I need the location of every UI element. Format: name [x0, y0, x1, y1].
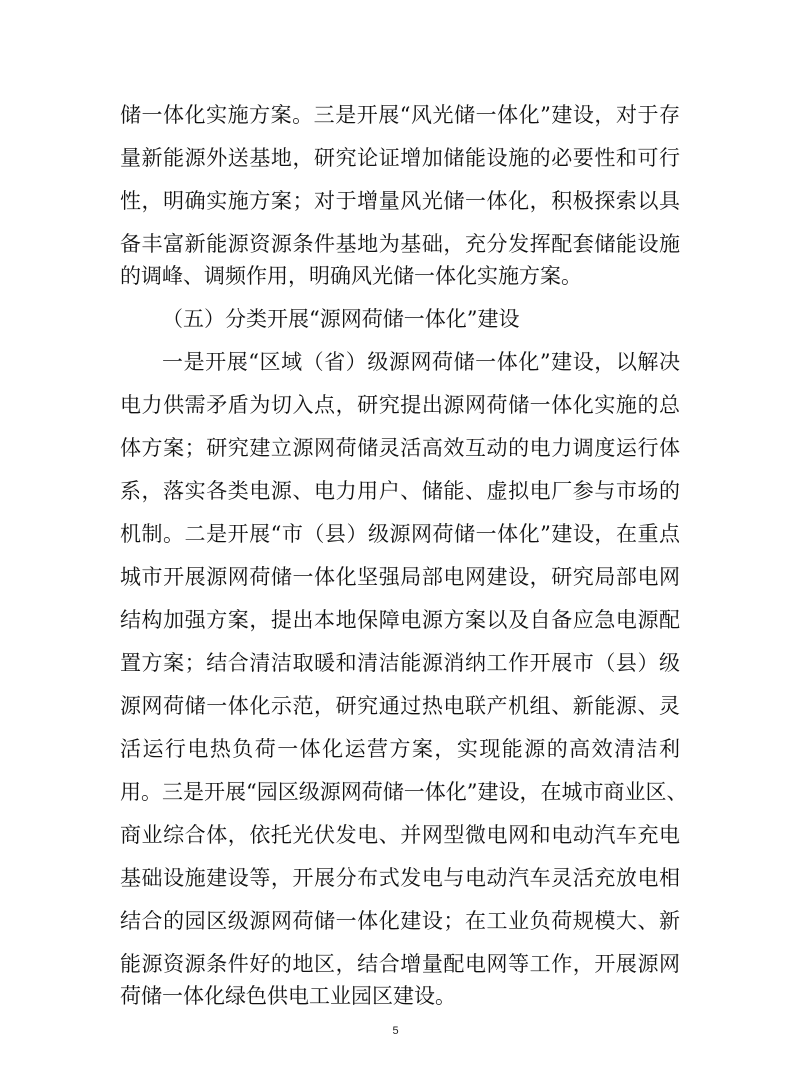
text-line: 基础设施建设等，开展分布式发电与电动汽车灵活充放电相 — [120, 866, 680, 890]
text-line: 备丰富新能源资源条件基地为基础，充分发挥配套储能设施 — [120, 232, 680, 256]
text-line: 量新能源外送基地，研究论证增加储能设施的必要性和可行 — [120, 146, 680, 170]
text-line: 结构加强方案，提出本地保障电源方案以及自备应急电源配 — [120, 608, 680, 632]
text-line: 电力供需矛盾为切入点，研究提出源网荷储一体化实施的总 — [120, 393, 680, 417]
text-line: 活运行电热负荷一体化运营方案，实现能源的高效清洁利 — [120, 737, 680, 761]
page-number: 5 — [392, 1025, 399, 1037]
text-line: 用。三是开展“园区级源网荷储一体化”建设，在城市商业区、 — [120, 780, 688, 804]
text-line: 的调峰、调频作用，明确风光储一体化实施方案。 — [120, 264, 582, 288]
text-line: 荷储一体化绿色供电工业园区建设。 — [120, 984, 456, 1008]
text-line: 一是开展“区域（省）级源网荷储一体化”建设，以解决 — [162, 350, 680, 374]
text-line: 商业综合体，依托光伏发电、并网型微电网和电动汽车充电 — [120, 823, 680, 847]
text-line: 机制。二是开展“市（县）级源网荷储一体化”建设，在重点 — [120, 522, 680, 546]
text-line: 结合的园区级源网荷储一体化建设；在工业负荷规模大、新 — [120, 909, 680, 933]
text-line: 城市开展源网荷储一体化坚强局部电网建设，研究局部电网 — [120, 565, 680, 589]
text-line: 储一体化实施方案。三是开展“风光储一体化”建设，对于存 — [120, 103, 680, 127]
text-line: 体方案；研究建立源网荷储灵活高效互动的电力调度运行体 — [120, 436, 680, 460]
text-line: 置方案；结合清洁取暖和清洁能源消纳工作开展市（县）级 — [120, 651, 680, 675]
text-line: 性，明确实施方案；对于增量风光储一体化，积极探索以具 — [120, 189, 680, 213]
text-line: 系，落实各类电源、电力用户、储能、虚拟电厂参与市场的 — [120, 479, 680, 503]
text-line: 源网荷储一体化示范，研究通过热电联产机组、新能源、灵 — [120, 694, 680, 718]
text-line: 能源资源条件好的地区，结合增量配电网等工作，开展源网 — [120, 952, 680, 976]
section-heading: （五）分类开展“源网荷储一体化”建设 — [162, 307, 520, 331]
